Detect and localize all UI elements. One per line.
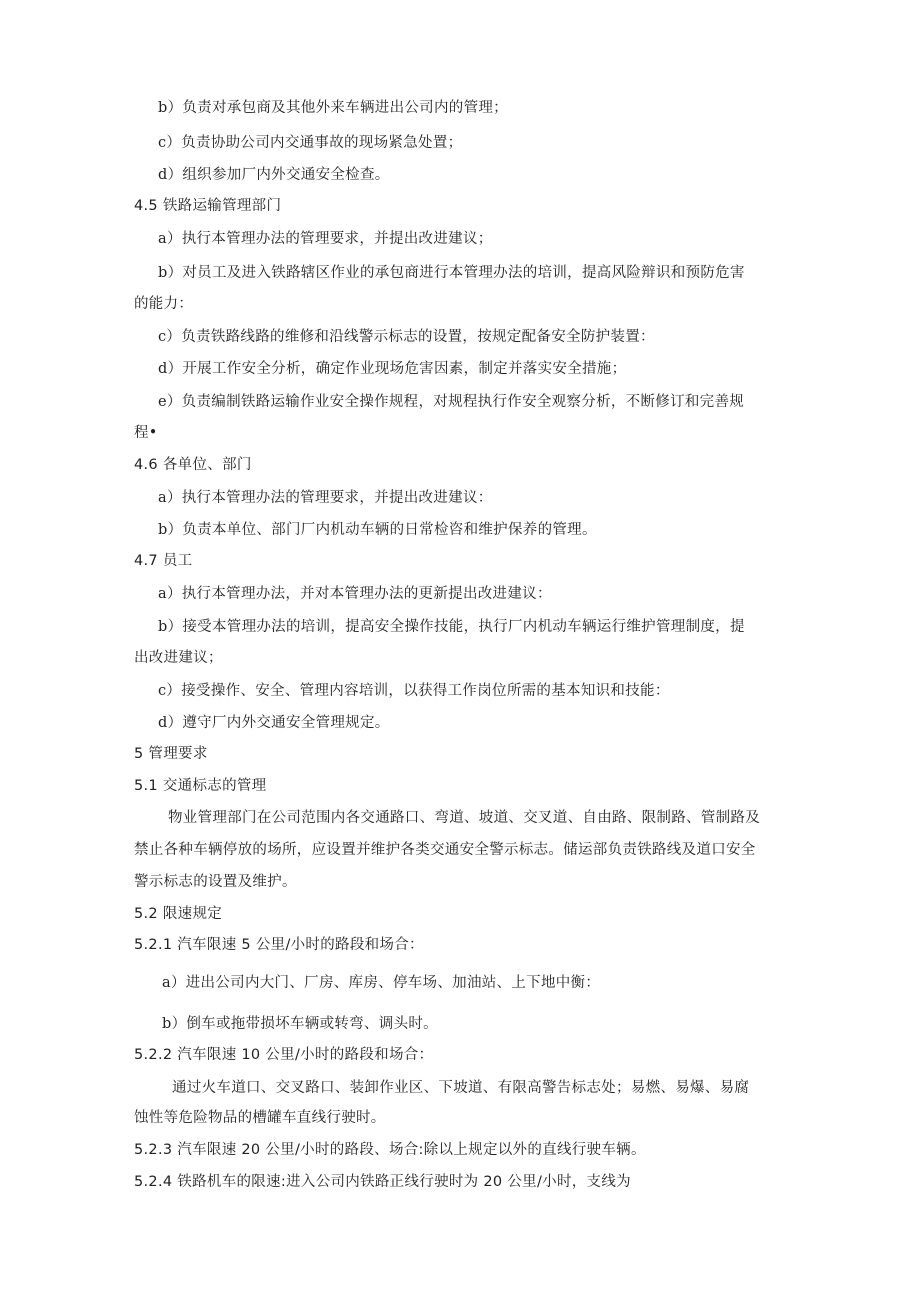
paragraph-5-2-2-line1: 通过火车道口、交叉路口、装卸作业区、下坡道、有限高警告标志处；易燃、易爆、易腐 [172, 1080, 750, 1096]
clause-4-5-b-line1: b）对员工及进入铁路辖区作业的承包商进行本管理办法的培训，提高风险辩识和预防危害 [158, 265, 745, 281]
clause-4-5-c: c）负责铁路线路的维修和沿线警示标志的设置，按规定配备安全防护装置： [158, 329, 655, 345]
section-5-2-3: 5.2.3 汽车限速 20 公里/小时的路段、场合:除以上规定以外的直线行驶车辆。 [134, 1142, 646, 1158]
clause-4-4-b: b）负责对承包商及其他外来车辆进出公司内的管理； [158, 100, 508, 116]
section-5-2-2-heading: 5.2.2 汽车限速 10 公里/小时的路段和场合： [134, 1047, 434, 1063]
clause-4-5-d: d）开展工作安全分析，确定作业现场危害因素，制定并落实安全措施； [158, 361, 627, 377]
clause-4-6-a: a）执行本管理办法的管理要求，并提出改进建议： [158, 490, 493, 506]
clause-4-5-b-line2: 的能力： [134, 296, 194, 312]
clause-5-2-1-a: a）进出公司内大门、厂房、库房、停车场、加油站、上下地中衡： [162, 975, 601, 991]
clause-4-4-c: c）负责协助公司内交通事故的现场紧急处置； [158, 135, 463, 151]
section-4-7-heading: 4.7 员工 [134, 553, 193, 569]
section-5-2-heading: 5.2 限速规定 [134, 906, 223, 922]
section-5-1-heading: 5.1 交通标志的管理 [134, 778, 267, 794]
section-5-heading: 5 管理要求 [134, 746, 208, 762]
paragraph-5-1-line3: 警示标志的设置及维护。 [134, 874, 297, 890]
clause-4-4-d: d）组织参加厂内外交通安全检查。 [158, 167, 390, 183]
clause-4-7-b-line1: b）接受本管理办法的培训，提高安全操作技能，执行厂内机动车辆运行维护管理制度，提 [158, 619, 745, 635]
clause-4-6-b: b）负责本单位、部门厂内机动车辆的日常检咨和维护保养的管理。 [158, 522, 597, 538]
clause-4-7-d: d）遵守厂内外交通安全管理规定。 [158, 715, 390, 731]
section-5-2-1-heading: 5.2.1 汽车限速 5 公里/小时的路段和场合： [134, 937, 424, 953]
clause-4-5-a: a）执行本管理办法的管理要求，并提出改进建议； [158, 231, 493, 247]
clause-4-5-e-line2: 程• [134, 425, 158, 441]
clause-4-5-e-line1: e）负责编制铁路运输作业安全操作规程，对规程执行作安全观察分析，不断修订和完善规 [158, 394, 745, 410]
section-4-6-heading: 4.6 各单位、部门 [134, 457, 252, 473]
section-4-5-heading: 4.5 铁路运输管理部门 [134, 198, 282, 214]
section-5-2-4: 5.2.4 铁路机车的限速:进入公司内铁路正线行驶时为 20 公里/小时，支线为 [134, 1174, 631, 1190]
clause-4-7-b-line2: 出改进建议； [134, 650, 223, 666]
paragraph-5-2-2-line2: 蚀性等危险物品的槽罐车直线行驶时。 [134, 1110, 386, 1126]
paragraph-5-1-line2: 禁止各种车辆停放的场所，应设置并维护各类交通安全警示标志。储运部负责铁路线及道口安全 [134, 842, 756, 858]
clause-4-7-c: c）接受操作、安全、管理内容培训，以获得工作岗位所需的基本知识和技能： [158, 683, 670, 699]
clause-5-2-1-b: b）倒车或拖带损坏车辆或转弯、调头时。 [162, 1016, 438, 1032]
paragraph-5-1-line1: 物业管理部门在公司范围内各交通路口、弯道、坡道、交叉道、自由路、限制路、管制路及 [168, 810, 760, 826]
clause-4-7-a: a）执行本管理办法，并对本管理办法的更新提出改进建议： [158, 586, 552, 602]
